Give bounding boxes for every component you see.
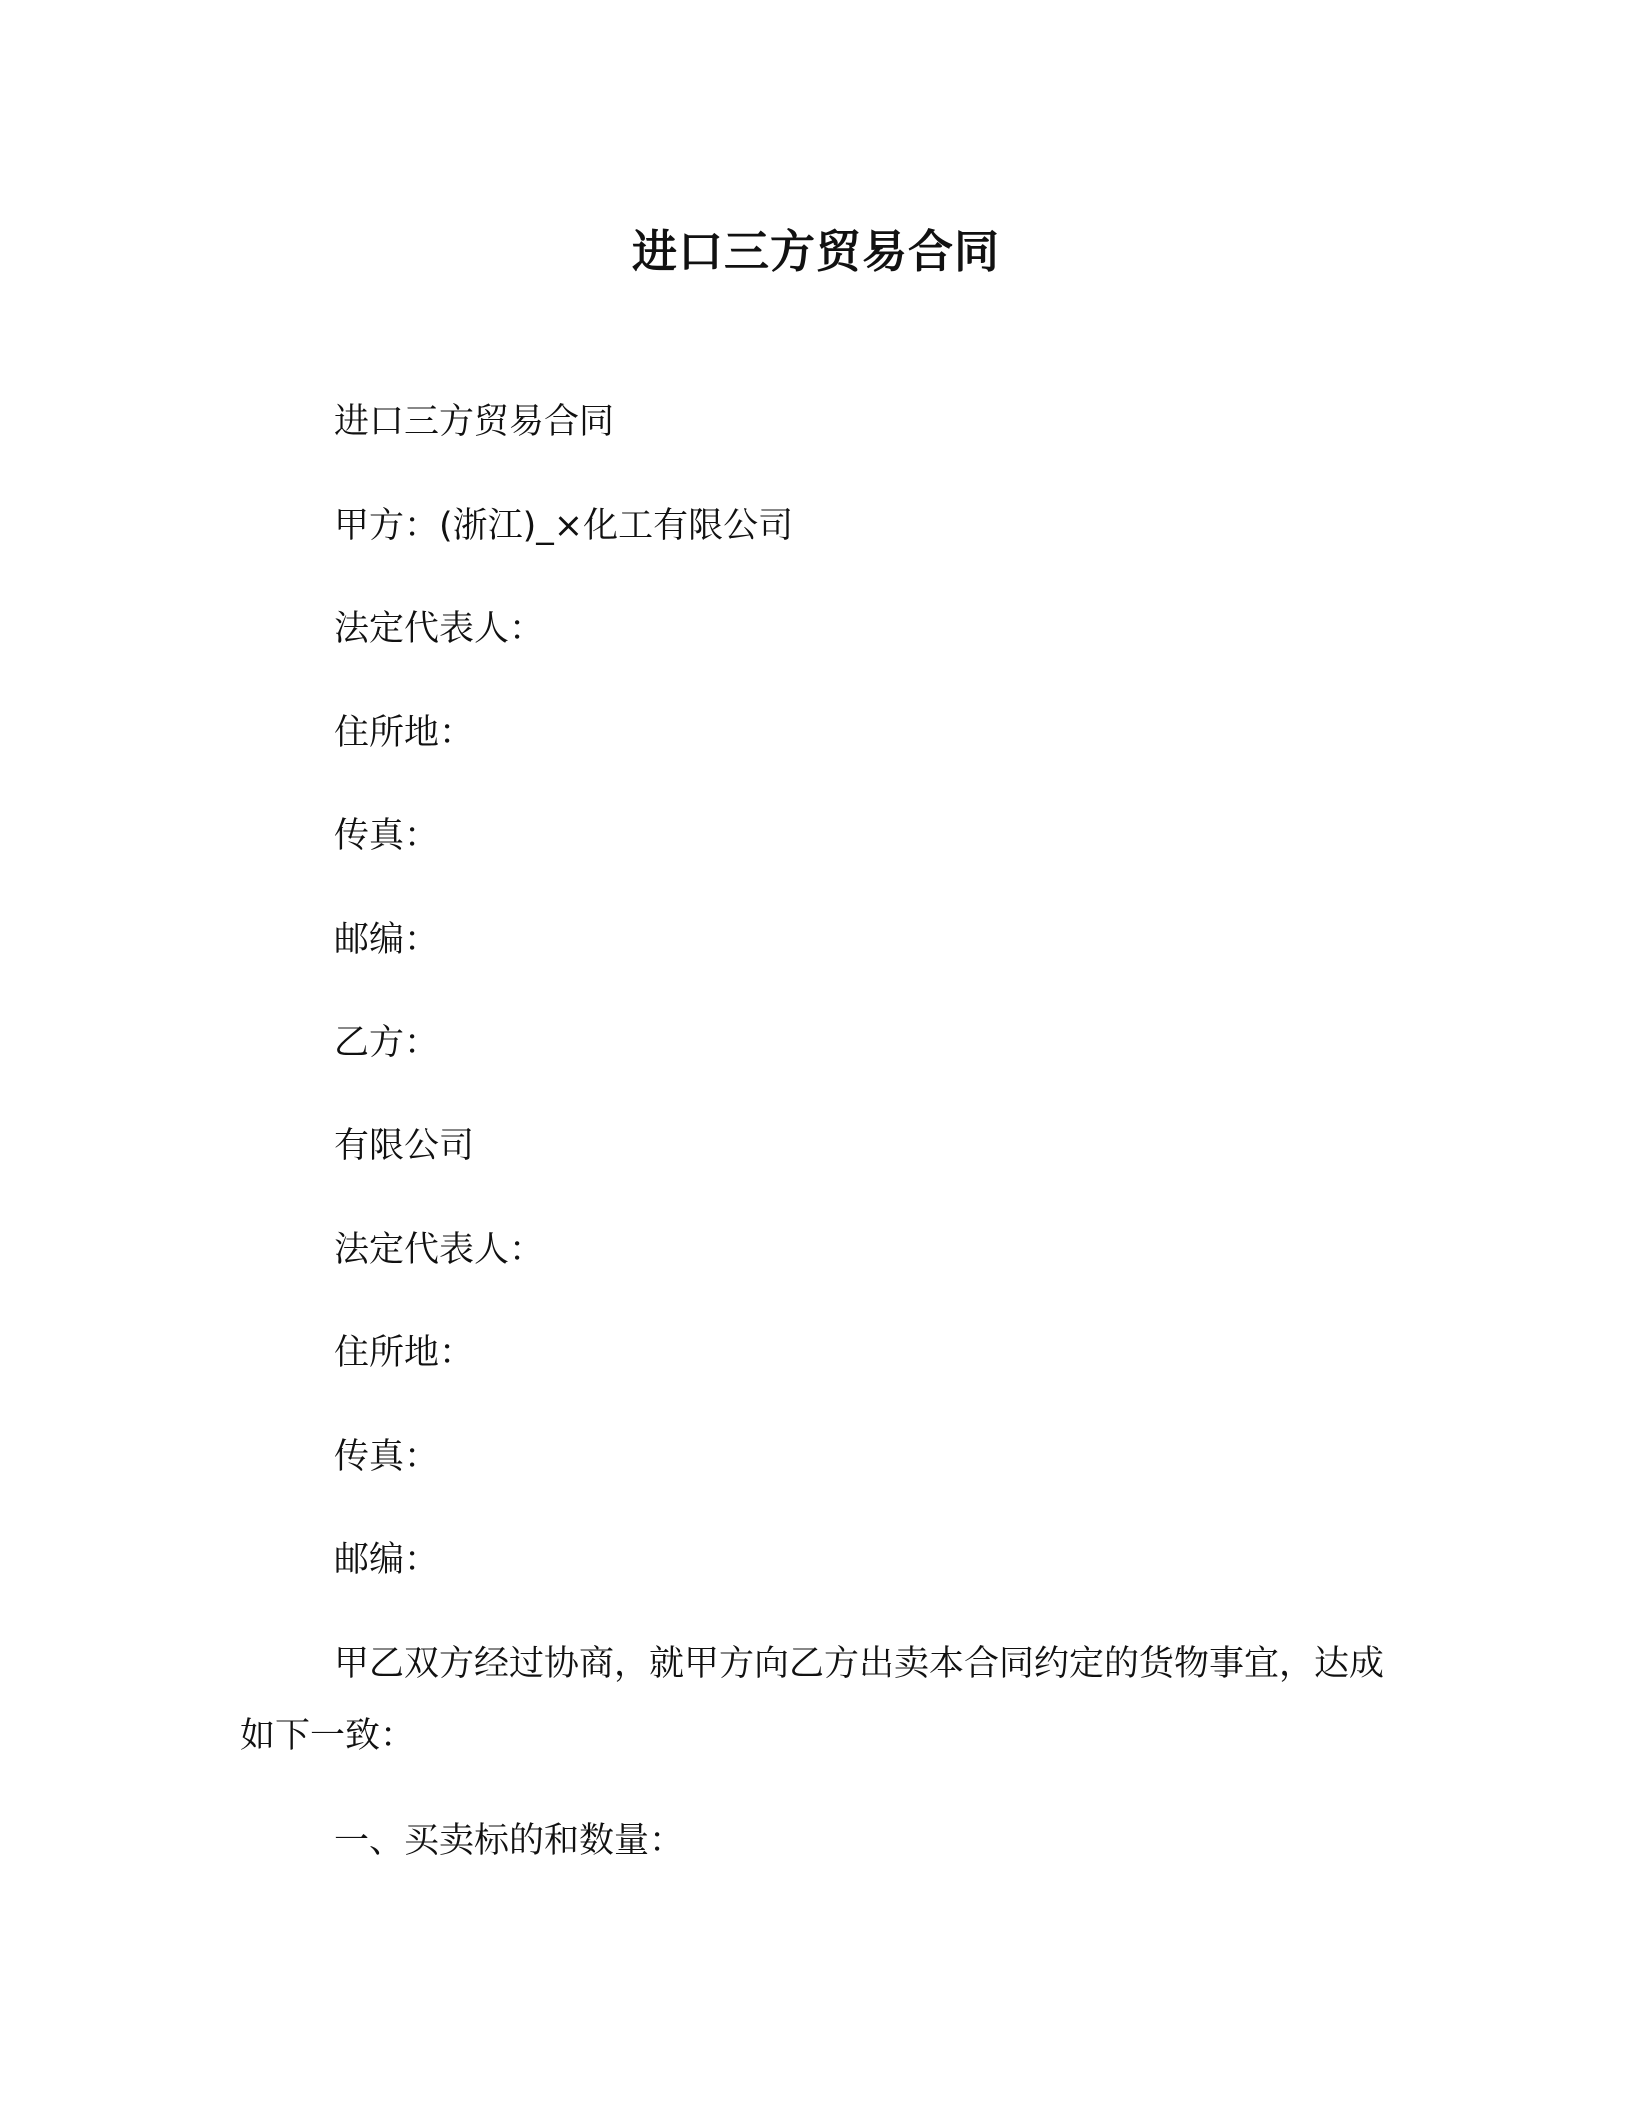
party-a-line: 甲方：(浙江)_×化工有限公司 [334, 506, 794, 546]
party-b-fax-line: 传真： [334, 1437, 440, 1477]
party-a-postcode-line: 邮编： [334, 920, 440, 960]
party-b-company-line: 有限公司 [334, 1126, 475, 1166]
party-b-postcode-line: 邮编： [334, 1540, 440, 1580]
party-b-address-line: 住所地： [334, 1333, 475, 1373]
party-b-legal-rep-line: 法定代表人： [334, 1230, 545, 1270]
party-b-line: 乙方： [334, 1023, 440, 1063]
contract-name-line: 进口三方贸易合同 [334, 402, 615, 442]
party-a-fax-line: 传真： [334, 816, 440, 856]
party-a-legal-rep-line: 法定代表人： [334, 609, 545, 649]
intro-paragraph: 甲乙双方经过协商，就甲方向乙方出卖本合同约定的货物事宜，达成如下一致： [240, 1644, 1385, 1756]
section-heading-1: 一、买卖标的和数量： [334, 1821, 685, 1861]
party-a-address-line: 住所地： [334, 713, 475, 753]
document-title: 进口三方贸易合同 [631, 225, 1000, 278]
